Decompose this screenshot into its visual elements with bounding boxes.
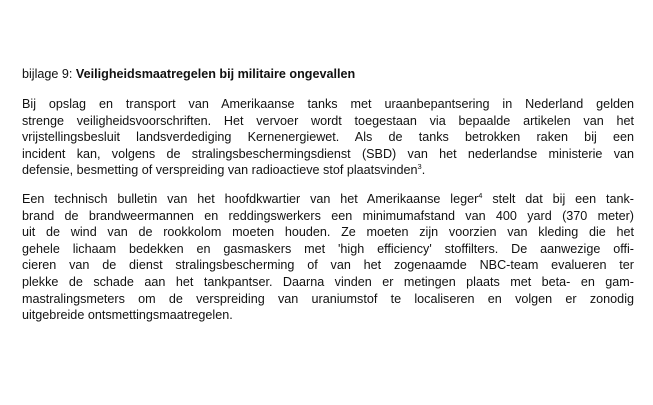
footnote-ref: 4 (478, 190, 483, 200)
text-line: mastralingsmeters om de verspreiding van uraniumstof te localiseren en volgen er zonodig (22, 291, 634, 306)
footnote-ref: 3 (417, 162, 422, 172)
text-line: plekke de schade aan het tankpantser. Daarna vinden er metingen plaats met beta- en gam- (22, 274, 634, 289)
text-line: cieren van de dienst stralingsbescherming of van het zogenaamde NBC-team evalueren ter (22, 258, 634, 273)
text-line: gehele lichaam bedekken en gasmaskers met 'high efficiency' stoffilters. De aanwezige offi- (22, 241, 634, 256)
text-line: Een technisch bulletin van het hoofdkwartier van het Amerikaanse leger (22, 191, 479, 206)
text-line: vrijstellingsbesluit landsverdediging Kernenergiewet. Als de tanks betrokken raken bij een (22, 130, 634, 145)
text-line: defensie, besmetting of verspreiding van radioactieve stof plaatsvinden (22, 163, 418, 178)
text-line-last (22, 162, 634, 179)
text-line-first (22, 191, 634, 208)
sentence-end: . (421, 163, 426, 178)
paragraph-regulations (22, 96, 634, 179)
heading-prefix: bijlage 9: (22, 67, 73, 81)
heading-title: Veiligheidsmaatregelen bij militaire ongevallen (75, 67, 356, 81)
text-line: incident kan, volgens de stralingsbeschermingsdienst (SBD) van het nederlandse ministerie van (22, 146, 634, 161)
appendix-heading (22, 66, 634, 83)
text-line: strenge veiligheidsvoorschriften. Het vervoer wordt toegestaan via bepaalde artikelen van het (22, 113, 634, 128)
text-line: brand de brandweermannen en reddingswerkers een minimumafstand van 400 yard (370 meter) (22, 208, 634, 223)
text-line: uitgebreide ontsmettingsmaatregelen. (22, 308, 233, 323)
text-line: stelt dat bij een tank- (482, 191, 634, 206)
document-page (22, 66, 634, 324)
paragraph-bulletin (22, 191, 634, 324)
text-line: Bij opslag en transport van Amerikaanse tanks met uraanbepantsering in Nederland gelden (22, 97, 634, 111)
text-line: uit de wind van de rookkolom moeten houden. Ze moeten zijn voorzien van kleding die het (22, 225, 634, 240)
